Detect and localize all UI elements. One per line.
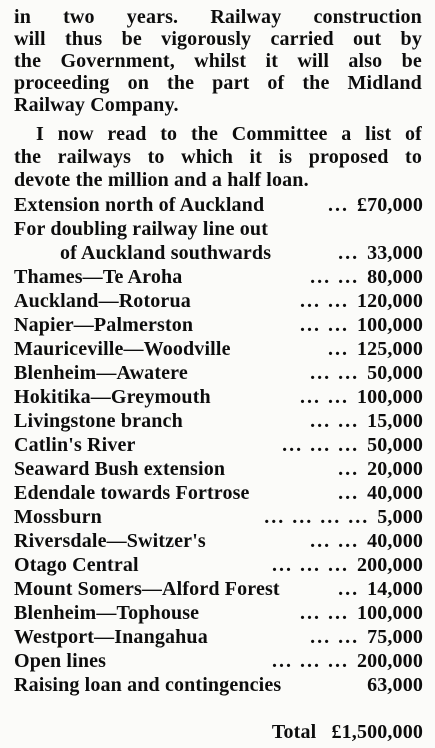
word: of xyxy=(405,123,422,145)
leader-dots: ... ... xyxy=(310,362,360,384)
leader-dots: ... xyxy=(338,578,360,600)
word: be xyxy=(121,28,142,50)
leader-dots: ... ... xyxy=(299,290,349,312)
word: to xyxy=(405,146,422,168)
word: years. xyxy=(126,6,179,28)
railway-amount: 40,000 xyxy=(367,530,423,552)
railway-name: Raising loan and contingencies xyxy=(14,674,282,696)
railway-row xyxy=(0,578,435,600)
word: Midland xyxy=(347,72,422,94)
word: to xyxy=(147,146,165,168)
railway-row xyxy=(0,314,435,336)
railway-amount: 14,000 xyxy=(367,578,423,600)
word: two xyxy=(63,6,95,28)
railway-amount: 100,000 xyxy=(356,314,423,336)
paragraph-last-line: devote the million and a half loan. xyxy=(14,169,309,191)
paragraph-line xyxy=(0,28,435,50)
word: also xyxy=(348,50,383,72)
paragraph-line xyxy=(0,72,435,94)
total-label: Total xyxy=(271,721,317,743)
railway-name: Open lines xyxy=(14,650,107,672)
leader-dots: ... ... xyxy=(310,266,360,288)
railway-name: Riversdale—Switzer's xyxy=(14,530,206,552)
leader-dots: ... ... ... xyxy=(282,434,360,456)
word: Government, xyxy=(60,50,175,72)
railway-name: Seaward Bush extension xyxy=(14,458,226,480)
railway-name: Otago Central xyxy=(14,554,139,576)
railway-row xyxy=(0,362,435,384)
railway-amount: 200,000 xyxy=(356,554,423,576)
railway-name: Edendale towards Fortrose xyxy=(14,482,250,504)
total-amount: £1,500,000 xyxy=(331,721,423,743)
word: be xyxy=(401,50,422,72)
word: the xyxy=(14,146,42,168)
leader-dots: ... ... ... ... xyxy=(264,506,370,528)
railway-amount: 63,000 xyxy=(367,674,423,696)
word: proposed xyxy=(308,146,389,168)
railway-name: Westport—Inangahua xyxy=(14,626,208,648)
leader-dots: ... ... xyxy=(310,530,360,552)
railway-amount: 50,000 xyxy=(367,434,423,456)
word: part xyxy=(212,72,250,94)
leader-dots xyxy=(281,674,367,696)
word: on xyxy=(127,72,150,94)
railway-row xyxy=(0,482,435,504)
railway-name: Napier—Palmerston xyxy=(14,314,194,336)
leader-dots: ... ... ... xyxy=(271,554,349,576)
railway-row xyxy=(0,530,435,552)
word: list xyxy=(365,123,392,145)
word: is xyxy=(278,146,293,168)
railway-amount: 100,000 xyxy=(356,386,423,408)
word: construction xyxy=(313,6,422,28)
railway-amount: 125,000 xyxy=(356,338,423,360)
paragraph-last-line: Railway Company. xyxy=(14,94,179,116)
leader-dots: ... ... xyxy=(299,602,349,624)
paragraph-line xyxy=(0,123,435,145)
railway-name: Thames—Te Aroha xyxy=(14,266,183,288)
leader-dots: ... xyxy=(327,194,349,216)
railway-amount: 15,000 xyxy=(367,410,423,432)
railway-name: of Auckland southwards xyxy=(60,242,272,264)
railway-row xyxy=(0,650,435,672)
railway-amount: 33,000 xyxy=(367,242,423,264)
railway-row xyxy=(0,386,435,408)
railway-name: Catlin's River xyxy=(14,434,136,456)
railway-row xyxy=(0,290,435,312)
word: the xyxy=(190,123,219,145)
paragraph-line xyxy=(0,50,435,72)
railway-row xyxy=(0,410,435,432)
word: thus xyxy=(65,28,103,50)
word: to xyxy=(160,123,178,145)
word: the xyxy=(167,72,195,94)
railway-amount: £70,000 xyxy=(356,194,423,216)
leader-dots: ... xyxy=(338,482,360,504)
railway-name: Blenheim—Awatere xyxy=(14,362,188,384)
railway-amount: 40,000 xyxy=(367,482,423,504)
word: will xyxy=(14,28,46,50)
railway-row xyxy=(0,602,435,624)
paragraph-line xyxy=(0,6,435,28)
word: it xyxy=(265,50,279,72)
railway-row xyxy=(0,338,435,360)
railway-name: Extension north of Auckland xyxy=(14,194,265,216)
word: which xyxy=(181,146,233,168)
word: in xyxy=(14,6,31,28)
word: Railway xyxy=(210,6,282,28)
total-row xyxy=(272,720,423,744)
word: Committee xyxy=(231,123,328,145)
word: the xyxy=(14,50,42,72)
word: whilst xyxy=(194,50,247,72)
word: now xyxy=(57,123,94,145)
leader-dots: ... ... xyxy=(299,386,349,408)
word: proceeding xyxy=(14,72,110,94)
railway-row xyxy=(0,266,435,288)
railway-row xyxy=(0,242,435,264)
railway-row xyxy=(0,218,435,240)
railway-amount: 100,000 xyxy=(356,602,423,624)
word: carried xyxy=(270,28,334,50)
leader-dots xyxy=(268,218,423,240)
railway-row xyxy=(0,626,435,648)
word: a xyxy=(341,123,352,145)
railway-name: Hokitika—Greymouth xyxy=(14,386,211,408)
word: I xyxy=(36,123,44,145)
word: out xyxy=(353,28,382,50)
railway-row xyxy=(0,674,435,696)
railway-amount: 50,000 xyxy=(367,362,423,384)
word: by xyxy=(400,28,422,50)
word: the xyxy=(302,72,330,94)
leader-dots: ... xyxy=(338,458,360,480)
leader-dots: ... xyxy=(338,242,360,264)
railway-name: Livingstone branch xyxy=(14,410,183,432)
railway-amount: 80,000 xyxy=(367,266,423,288)
railway-row xyxy=(0,458,435,480)
railway-name: Mount Somers—Alford Forest xyxy=(14,578,280,600)
railway-amount: 200,000 xyxy=(356,650,423,672)
railway-name: Mossburn xyxy=(14,506,102,528)
paragraph-line xyxy=(0,146,435,168)
railway-name: Auckland—Rotorua xyxy=(14,290,191,312)
railway-name: Mauriceville—Woodville xyxy=(14,338,231,360)
word: railways xyxy=(57,146,132,168)
railway-amount: 120,000 xyxy=(356,290,423,312)
railway-row xyxy=(0,194,435,216)
railway-row xyxy=(0,554,435,576)
word: of xyxy=(267,72,285,94)
word: will xyxy=(297,50,330,72)
word: read xyxy=(107,123,147,145)
leader-dots: ... xyxy=(327,338,349,360)
railway-row xyxy=(0,506,435,528)
railway-amount: 20,000 xyxy=(367,458,423,480)
leader-dots: ... ... xyxy=(299,314,349,336)
word: it xyxy=(249,146,263,168)
railway-name: Blenheim—Tophouse xyxy=(14,602,200,624)
railway-amount: 5,000 xyxy=(377,506,423,528)
railway-amount: 75,000 xyxy=(367,626,423,648)
leader-dots: ... ... xyxy=(310,410,360,432)
word: vigorously xyxy=(161,28,252,50)
railway-row xyxy=(0,434,435,456)
leader-dots: ... ... ... xyxy=(271,650,349,672)
leader-dots: ... ... xyxy=(310,626,360,648)
railway-name: For doubling railway line out xyxy=(14,218,269,240)
